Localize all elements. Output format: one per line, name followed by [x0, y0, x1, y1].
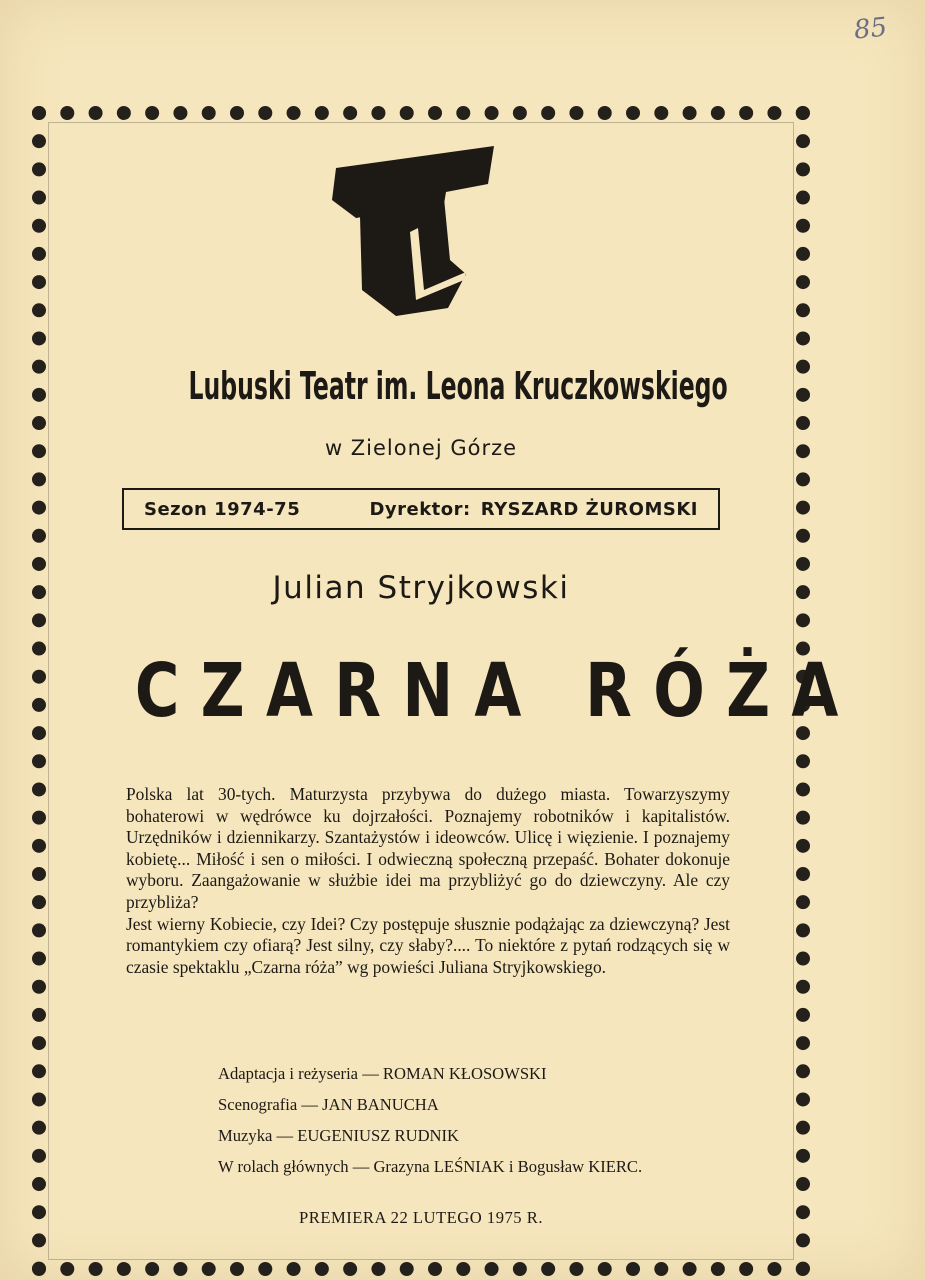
season-box [122, 488, 720, 530]
author-name: Julian Stryjkowski [272, 570, 570, 606]
description [126, 784, 730, 978]
credit-direction: Adaptacja i reżyseria — ROMAN KŁOSOWSKI [218, 1064, 547, 1083]
season-label: Sezon 1974-75 [144, 498, 301, 520]
poster-content [46, 120, 860, 1262]
credits-list [218, 1058, 758, 1182]
credit-cast: W rolach głównych — Grazyna LEŚNIAK i Bogusław KIERC. [218, 1157, 643, 1176]
director [369, 499, 698, 520]
description-paragraph: Polska lat 30-tych. Maturzysta przybywa do dużego miasta. Towarzyszymy bohaterowi w wędrówce ku dojrzałości. Poznajemy robotników i kapitalistów. Urzędników i dziennikarzy. Szantażystów i ideowców. Ulicę i więzienie. I poznajemy kobietę... Miłość i sen o miłości. I odwieczną społeczną przepaść. Bohater dokonuje wyboru. Zaangażowanie w służbie idei ma przybliżyć go do dziewczyny. Ale czy przybliża? [126, 784, 730, 912]
theatre-city: w Zielonej Górze [324, 436, 518, 460]
director-label: Dyrektor: [369, 498, 471, 520]
theatre-name: Lubuski Teatr im. Leona Kruczkowskiego [188, 364, 728, 408]
credit-scenography: Scenografia — JAN BANUCHA [218, 1095, 439, 1114]
description-paragraph: Jest wierny Kobiecie, czy Idei? Czy postępuje słusznie podążając za dziewczyną? Jest romantykiem czy ofiarą? Jest silny, czy słaby?.... To niektóre z pytań rodzących się w czasie spektaklu „Czarna róża” wg powieści Juliana Stryjkowskiego. [126, 913, 730, 977]
director-name: RYSZARD ŻUROMSKI [480, 498, 698, 520]
play-title: CZARNA RÓŻA [134, 648, 860, 734]
premiere-date: PREMIERA 22 LUTEGO 1975 R. [299, 1208, 543, 1227]
credit-music: Muzyka — EUGENIUSZ RUDNIK [218, 1126, 460, 1145]
archive-number: 85 [852, 12, 889, 46]
theatre-t-logo-icon [326, 140, 496, 320]
